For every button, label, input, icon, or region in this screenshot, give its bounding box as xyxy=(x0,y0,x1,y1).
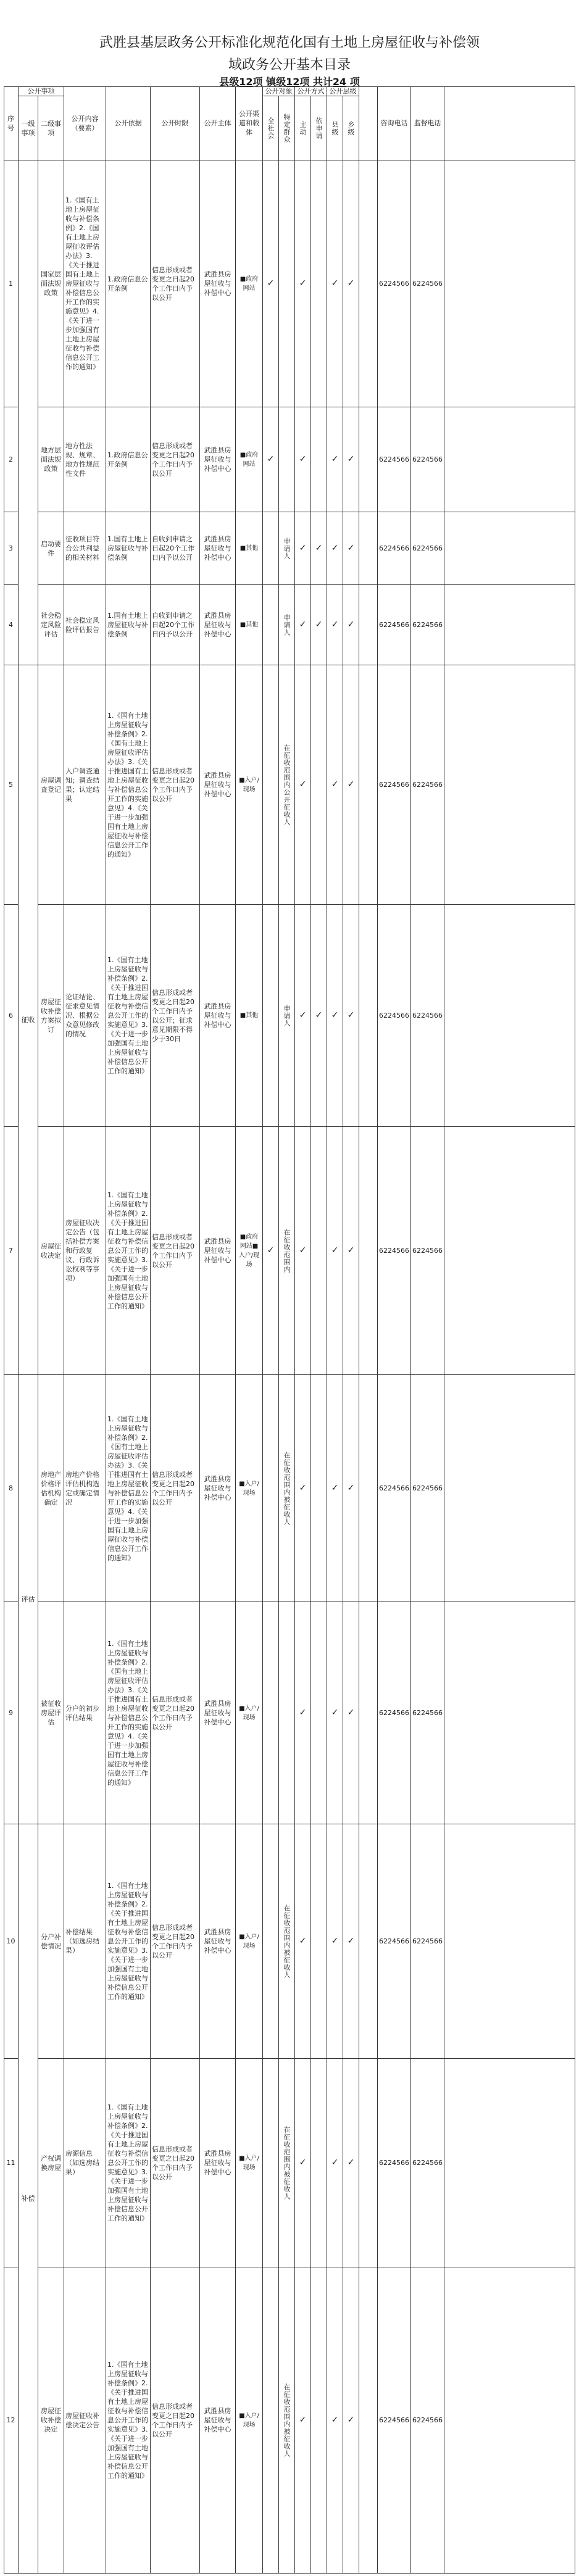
row-level2: 地方层面法规政策 xyxy=(38,407,64,512)
subtitle-suffix: 项 xyxy=(349,76,360,88)
row-proactive: ✓ xyxy=(295,905,311,1127)
row-channel: ■其他 xyxy=(236,905,263,1127)
row-phone-consult: 6224566 xyxy=(378,407,411,512)
row-on-request: ✓ xyxy=(311,905,327,1127)
row-specific-group: 在征收范围内被征收人 xyxy=(279,2059,295,2267)
row-on-request xyxy=(311,2267,327,2574)
row-time-limit: 信息形成或者变更之日起20个工作日内予以公开 xyxy=(151,1375,200,1602)
row-county: ✓ xyxy=(327,2059,343,2267)
header-blank xyxy=(444,86,575,160)
row-level2: 启动要件 xyxy=(38,512,64,585)
row-county: ✓ xyxy=(327,2267,343,2574)
row-basis: 1.《国有土地上房屋征收与补偿条例》2.《关于推进国有土地上房屋征收与补偿信息公开工作的实施意见》3.《关于进一步加强国有土地上房屋征收与补偿信息公开工作的通知》 xyxy=(106,2267,151,2574)
row-seq: 2 xyxy=(4,407,19,512)
row-phone-supervise: 6224566 xyxy=(411,2059,444,2267)
row-subject: 武胜县房屋征收与补偿中心 xyxy=(200,512,236,585)
row-all-society xyxy=(263,2059,279,2267)
row-seq: 4 xyxy=(4,585,19,665)
row-county: ✓ xyxy=(327,1824,343,2059)
row-basis: 1.《国有土地上房屋征收与补偿条例》2.《关于推进国有土地上房屋征收与补偿信息公开工作的实施意见》3.《关于进一步加强国有土地上房屋征收与补偿信息公开工作的通知》 xyxy=(106,905,151,1127)
row-content: 房源信息（如选房结果） xyxy=(64,2059,106,2267)
row-blank xyxy=(444,1127,575,1375)
row-basis: 1.《国有土地上房屋征收与补偿条例》2.《关于推进国有土地上房屋征收与补偿信息公开工作的实施意见》3.《关于进一步加强国有土地上房屋征收与补偿信息公开工作的通知》 xyxy=(106,1824,151,2059)
row-spacer xyxy=(359,665,378,905)
row-channel: ■入户/现场 xyxy=(236,665,263,905)
row-phone-consult: 6224566 xyxy=(378,1602,411,1824)
row-time-limit: 自收到申请之日起20个工作日内予以公开 xyxy=(151,585,200,665)
row-town: ✓ xyxy=(343,1602,359,1824)
row-level2: 房地产价格评估机构确定 xyxy=(38,1375,64,1602)
row-time-limit: 信息形成或者变更之日起20个工作日内予以公开 xyxy=(151,1602,200,1824)
row-channel: ■入户/现场 xyxy=(236,1375,263,1602)
row-county: ✓ xyxy=(327,512,343,585)
level1-cell-expropriation: 征收 xyxy=(19,665,38,1375)
row-blank xyxy=(444,407,575,512)
row-blank xyxy=(444,2059,575,2267)
row-basis: 1.《国有土地上房屋征收与补偿条例》2.《国有土地上房屋征收评估办法》3.《关于推进国有土地上房屋征收与补偿信息公开工作的实施意见》4.《关于进一步加强国有土地上房屋征收与补偿信息公开工作的通知》 xyxy=(106,1602,151,1824)
header-phone-supervise: 监督电话 xyxy=(411,86,444,160)
row-seq: 10 xyxy=(4,1824,19,2059)
row-level2: 房屋征收补偿方案拟订 xyxy=(38,905,64,1127)
row-basis: 1.《国有土地上房屋征收与补偿条例》2.《关于推进国有土地上房屋征收与补偿信息公开工作的实施意见》3.《关于进一步加强国有土地上房屋征收与补偿信息公开工作的通知》 xyxy=(106,2059,151,2267)
row-phone-consult: 6224566 xyxy=(378,1375,411,1602)
row-on-request xyxy=(311,1375,327,1602)
row-town: ✓ xyxy=(343,1127,359,1375)
row-phone-consult: 6224566 xyxy=(378,512,411,585)
row-all-society xyxy=(263,905,279,1127)
row-blank xyxy=(444,512,575,585)
header-object-group: 公开对象 xyxy=(263,86,295,96)
row-blank xyxy=(444,1375,575,1602)
row-subject: 武胜县房屋征收与补偿中心 xyxy=(200,1602,236,1824)
row-seq: 9 xyxy=(4,1602,19,1824)
row-on-request xyxy=(311,1824,327,2059)
row-phone-consult: 6224566 xyxy=(378,1127,411,1375)
row-spacer xyxy=(359,160,378,407)
row-spacer xyxy=(359,585,378,665)
row-subject: 武胜县房屋征收与补偿中心 xyxy=(200,585,236,665)
subtitle-town-label: 项 镇级 xyxy=(252,76,286,88)
row-basis: 1.《国有土地上房屋征收与补偿条例》2.《国有土地上房屋征收评估办法》3.《关于推进国有土地上房屋征收与补偿信息公开工作的实施意见》4.《关于进一步加强国有土地上房屋征收与补偿信息公开工作的通知》 xyxy=(106,665,151,905)
row-town: ✓ xyxy=(343,905,359,1127)
row-specific-group xyxy=(279,160,295,407)
row-county: ✓ xyxy=(327,160,343,407)
row-content: 论证结论、征求意见情况、根据公众意见修改的情况 xyxy=(64,905,106,1127)
row-time-limit: 信息形成或者变更之日起20个工作日内予以公开 xyxy=(151,1127,200,1375)
row-all-society xyxy=(263,665,279,905)
row-time-limit: 信息形成或者变更之日起20个工作日内予以公开 xyxy=(151,407,200,512)
row-blank xyxy=(444,1602,575,1824)
subtitle-county-label: 县级 xyxy=(219,76,240,88)
row-county: ✓ xyxy=(327,585,343,665)
row-subject: 武胜县房屋征收与补偿中心 xyxy=(200,905,236,1127)
row-phone-consult: 6224566 xyxy=(378,2267,411,2574)
row-seq: 5 xyxy=(4,665,19,905)
header-seq: 序号 xyxy=(4,86,19,160)
row-time-limit: 信息形成或者变更之日起20个工作日内予以公开 xyxy=(151,160,200,407)
level1-cell-assessment: 评估 xyxy=(19,1375,38,1824)
row-proactive: ✓ xyxy=(295,665,311,905)
row-channel: ■政府网站■入户/现场 xyxy=(236,1127,263,1375)
row-content: 1.《国有土地上房屋征收与补偿条例》2.《国有土地上房屋征收评估办法》3.《关于推进国有土地上房屋征收与补偿信息公开工作的实施意见》4.《关于进一步加强国有土地上房屋征收与补偿信息公开工作的通知》 xyxy=(64,160,106,407)
header-proactive: 主动 xyxy=(295,96,311,160)
row-spacer xyxy=(359,407,378,512)
row-time-limit: 信息形成或者变更之日起20个工作日内予以公开 xyxy=(151,665,200,905)
row-channel: ■其他 xyxy=(236,585,263,665)
header-time-limit: 公开时限 xyxy=(151,86,200,160)
row-phone-supervise: 6224566 xyxy=(411,665,444,905)
row-channel: ■入户/现场 xyxy=(236,2267,263,2574)
row-on-request xyxy=(311,2059,327,2267)
row-specific-group: 申请人 xyxy=(279,585,295,665)
row-town: ✓ xyxy=(343,2059,359,2267)
row-phone-supervise: 6224566 xyxy=(411,585,444,665)
row-channel: ■其他 xyxy=(236,512,263,585)
subtitle-town-count: 12 xyxy=(286,76,300,88)
row-basis: 1.《国有土地上房屋征收与补偿条例》2.《国有土地上房屋征收评估办法》3.《关于推进国有土地上房屋征收与补偿信息公开工作的实施意见》4.《关于进一步加强国有土地上房屋征收与补偿信息公开工作的通知》 xyxy=(106,1375,151,1602)
header-spacer xyxy=(359,86,378,160)
row-channel: ■入户/现场 xyxy=(236,1824,263,2059)
row-basis: 1.政府信息公开条例 xyxy=(106,407,151,512)
row-spacer xyxy=(359,512,378,585)
row-on-request xyxy=(311,160,327,407)
row-subject: 武胜县房屋征收与补偿中心 xyxy=(200,665,236,905)
row-phone-supervise: 6224566 xyxy=(411,1375,444,1602)
row-phone-consult: 6224566 xyxy=(378,665,411,905)
row-subject: 武胜县房屋征收与补偿中心 xyxy=(200,2267,236,2574)
row-phone-supervise: 6224566 xyxy=(411,407,444,512)
row-level2: 房屋征收补偿决定 xyxy=(38,2267,64,2574)
row-county: ✓ xyxy=(327,905,343,1127)
row-proactive: ✓ xyxy=(295,1127,311,1375)
row-town: ✓ xyxy=(343,1375,359,1602)
row-phone-supervise: 6224566 xyxy=(411,1824,444,2059)
subtitle-total-label: 项 共计 xyxy=(299,76,333,88)
row-specific-group: 在征收范围内公开征收人 xyxy=(279,665,295,905)
row-specific-group xyxy=(279,1602,295,1824)
row-phone-supervise: 6224566 xyxy=(411,1127,444,1375)
row-seq: 11 xyxy=(4,2059,19,2267)
row-content: 分户的初步评估结果 xyxy=(64,1602,106,1824)
document-title-line2: 域政务公开基本目录 xyxy=(228,57,351,73)
level1-cell-policy xyxy=(19,160,38,665)
row-seq: 1 xyxy=(4,160,19,407)
header-subject: 公开主体 xyxy=(200,86,236,160)
row-proactive: ✓ xyxy=(295,2059,311,2267)
row-proactive: ✓ xyxy=(295,160,311,407)
header-on-request: 依申请 xyxy=(311,96,327,160)
row-county: ✓ xyxy=(327,407,343,512)
row-content: 房屋征收补偿决定公告 xyxy=(64,2267,106,2574)
row-specific-group: 在征收范围内 xyxy=(279,1127,295,1375)
row-basis: 1.国有土地上房屋征收与补偿条例 xyxy=(106,512,151,585)
row-town: ✓ xyxy=(343,1824,359,2059)
row-content: 房地产价格评估机构选定或确定情况 xyxy=(64,1375,106,1602)
row-blank xyxy=(444,665,575,905)
row-content: 房屋征收决定公告（包括补偿方案和行政复议、行政诉讼权利等事项） xyxy=(64,1127,106,1375)
row-channel: ■政府网站 xyxy=(236,160,263,407)
row-spacer xyxy=(359,1602,378,1824)
row-town: ✓ xyxy=(343,160,359,407)
row-specific-group: 申请人 xyxy=(279,905,295,1127)
row-all-society xyxy=(263,2267,279,2574)
row-level2: 国家层面法规政策 xyxy=(38,160,64,407)
row-all-society xyxy=(263,1824,279,2059)
header-level2: 二级事项 xyxy=(38,96,64,160)
row-subject: 武胜县房屋征收与补偿中心 xyxy=(200,1824,236,2059)
row-phone-supervise: 6224566 xyxy=(411,1602,444,1824)
row-spacer xyxy=(359,1127,378,1375)
row-specific-group: 在征收范围内被征收人 xyxy=(279,2267,295,2574)
row-blank xyxy=(444,905,575,1127)
row-all-society xyxy=(263,512,279,585)
row-content: 入户调查通知；调查结果；认定结果 xyxy=(64,665,106,905)
row-phone-supervise: 6224566 xyxy=(411,160,444,407)
header-phone-consult: 咨询电话 xyxy=(378,86,411,160)
row-town: ✓ xyxy=(343,2267,359,2574)
row-phone-consult: 6224566 xyxy=(378,905,411,1127)
row-all-society xyxy=(263,1602,279,1824)
row-county: ✓ xyxy=(327,1375,343,1602)
row-content: 社会稳定风险评估报告 xyxy=(64,585,106,665)
row-channel: ■政府网站 xyxy=(236,407,263,512)
header-basis: 公开依据 xyxy=(106,86,151,160)
row-basis: 1.《国有土地上房屋征收与补偿条例》2.《关于推进国有土地上房屋征收与补偿信息公开工作的实施意见》3.《关于进一步加强国有土地上房屋征收与补偿信息公开工作的通知》 xyxy=(106,1127,151,1375)
row-county: ✓ xyxy=(327,1127,343,1375)
row-subject: 武胜县房屋征收与补偿中心 xyxy=(200,2059,236,2267)
row-phone-consult: 6224566 xyxy=(378,160,411,407)
row-all-society xyxy=(263,1375,279,1602)
header-all-society: 全社会 xyxy=(263,96,279,160)
row-level2: 社会稳定风险评估 xyxy=(38,585,64,665)
row-blank xyxy=(444,160,575,407)
row-seq: 3 xyxy=(4,512,19,585)
row-on-request: ✓ xyxy=(311,512,327,585)
row-proactive: ✓ xyxy=(295,512,311,585)
row-blank xyxy=(444,585,575,665)
row-specific-group: 在征收范围内被征收人 xyxy=(279,1375,295,1602)
row-specific-group: 申请人 xyxy=(279,512,295,585)
row-time-limit: 自收到申请之日起20个工作日内予以公开 xyxy=(151,512,200,585)
row-level2: 分户补偿情况 xyxy=(38,1824,64,2059)
header-level1: 一级事项 xyxy=(19,96,38,160)
row-proactive: ✓ xyxy=(295,407,311,512)
row-proactive: ✓ xyxy=(295,1602,311,1824)
row-on-request: ✓ xyxy=(311,585,327,665)
subtitle-total-count: 24 xyxy=(332,76,347,88)
header-town: 乡级 xyxy=(343,96,359,160)
row-spacer xyxy=(359,905,378,1127)
row-on-request xyxy=(311,407,327,512)
row-all-society: ✓ xyxy=(263,407,279,512)
row-basis: 1.政府信息公开条例 xyxy=(106,160,151,407)
row-subject: 武胜县房屋征收与补偿中心 xyxy=(200,1127,236,1375)
row-basis: 1.国有土地上房屋征收与补偿条例 xyxy=(106,585,151,665)
row-seq: 12 xyxy=(4,2267,19,2574)
subtitle-county-count: 12 xyxy=(239,76,253,88)
row-time-limit: 信息形成或者变更之日起20个工作日内予以公开 xyxy=(151,1824,200,2059)
row-level2: 产权调换房屋 xyxy=(38,2059,64,2267)
row-time-limit: 信息形成或者变更之日起20个工作日内予以公开 xyxy=(151,2267,200,2574)
row-on-request xyxy=(311,1127,327,1375)
row-phone-supervise: 6224566 xyxy=(411,905,444,1127)
row-spacer xyxy=(359,2267,378,2574)
header-matters-group: 公开事项 xyxy=(19,86,64,96)
header-channel: 公开渠道和载体 xyxy=(236,86,263,160)
row-proactive: ✓ xyxy=(295,2267,311,2574)
row-phone-supervise: 6224566 xyxy=(411,512,444,585)
row-subject: 武胜县房屋征收与补偿中心 xyxy=(200,160,236,407)
row-phone-consult: 6224566 xyxy=(378,1824,411,2059)
header-specific-group: 特定群众 xyxy=(279,96,295,160)
row-town: ✓ xyxy=(343,407,359,512)
row-on-request xyxy=(311,1602,327,1824)
row-spacer xyxy=(359,1375,378,1602)
row-content: 补偿结果（如选房结果） xyxy=(64,1824,106,2059)
row-seq: 6 xyxy=(4,905,19,1127)
row-blank xyxy=(444,1824,575,2059)
row-seq: 7 xyxy=(4,1127,19,1375)
row-channel: ■入户/现场 xyxy=(236,1602,263,1824)
row-subject: 武胜县房屋征收与补偿中心 xyxy=(200,1375,236,1602)
row-time-limit: 信息形成或者变更之日起20个工作日内予以公开；征求意见期限不得少于30日 xyxy=(151,905,200,1127)
document-title-line1: 武胜县基层政务公开标准化规范化国有土地上房屋征收与补偿领 xyxy=(99,35,480,51)
level1-cell-compensation: 补偿 xyxy=(19,1824,38,2574)
row-phone-consult: 6224566 xyxy=(378,2059,411,2267)
row-proactive: ✓ xyxy=(295,1824,311,2059)
row-seq: 8 xyxy=(4,1375,19,1602)
row-on-request xyxy=(311,665,327,905)
row-all-society: ✓ xyxy=(263,160,279,407)
row-spacer xyxy=(359,1824,378,2059)
row-level2: 房屋征收决定 xyxy=(38,1127,64,1375)
row-specific-group xyxy=(279,407,295,512)
row-content: 征收项目符合公共利益的相关材料 xyxy=(64,512,106,585)
row-phone-supervise: 6224566 xyxy=(411,2267,444,2574)
header-method-group: 公开方式 xyxy=(295,86,327,96)
row-blank xyxy=(444,2267,575,2574)
header-level-group: 公开层级 xyxy=(327,86,359,96)
header-county: 县级 xyxy=(327,96,343,160)
row-town: ✓ xyxy=(343,512,359,585)
row-level2: 房屋调查登记 xyxy=(38,665,64,905)
row-time-limit: 信息形成或者变更之日起20个工作日内予以公开 xyxy=(151,2059,200,2267)
row-county: ✓ xyxy=(327,665,343,905)
header-content: 公开内容（要素） xyxy=(64,86,106,160)
row-proactive: ✓ xyxy=(295,1375,311,1602)
row-phone-consult: 6224566 xyxy=(378,585,411,665)
row-level2: 被征收房屋评估 xyxy=(38,1602,64,1824)
row-town: ✓ xyxy=(343,585,359,665)
row-all-society xyxy=(263,585,279,665)
row-proactive: ✓ xyxy=(295,585,311,665)
row-spacer xyxy=(359,2059,378,2267)
row-content: 地方性法规、规章、地方性规范性文件 xyxy=(64,407,106,512)
row-subject: 武胜县房屋征收与补偿中心 xyxy=(200,407,236,512)
row-specific-group: 在征收范围内被征收人 xyxy=(279,1824,295,2059)
row-all-society: ✓ xyxy=(263,1127,279,1375)
row-town: ✓ xyxy=(343,665,359,905)
row-county: ✓ xyxy=(327,1602,343,1824)
row-channel: ■入户/现场 xyxy=(236,2059,263,2267)
